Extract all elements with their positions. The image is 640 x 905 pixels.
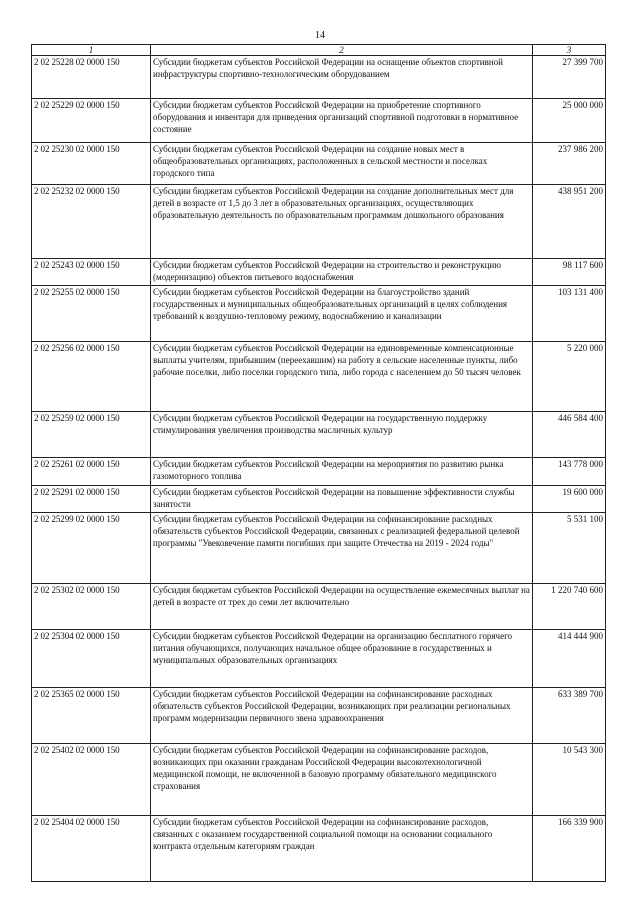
budget-code: 2 02 25228 02 0000 150 bbox=[32, 56, 151, 99]
table-row bbox=[32, 259, 606, 286]
budget-code: 2 02 25255 02 0000 150 bbox=[32, 286, 151, 342]
column-number-row bbox=[32, 45, 606, 56]
table-row bbox=[32, 185, 606, 259]
column-header-amount: 3 bbox=[533, 45, 606, 56]
amount: 25 000 000 bbox=[533, 99, 606, 143]
revenue-name: Субсидии бюджетам субъектов Российской Федерации на государственную поддержку стимулирования увеличения производства масличных культур bbox=[151, 412, 533, 458]
budget-code: 2 02 25365 02 0000 150 bbox=[32, 688, 151, 744]
budget-code: 2 02 25291 02 0000 150 bbox=[32, 486, 151, 513]
revenue-name: Субсидии бюджетам субъектов Российской Федерации на софинансирование расходных обязательств субъектов Российской Федерации, связанных с реализацией федеральной целевой программы "Увековечение памяти погибших при защите Отечества на 2019 - 2024 годы" bbox=[151, 513, 533, 584]
budget-code: 2 02 25259 02 0000 150 bbox=[32, 412, 151, 458]
budget-code: 2 02 25304 02 0000 150 bbox=[32, 630, 151, 688]
revenue-name: Субсидии бюджетам субъектов Российской Федерации на создание новых мест в общеобразовательных организациях, расположенных в сельской местности и поселках городского типа bbox=[151, 143, 533, 185]
amount: 438 951 200 bbox=[533, 185, 606, 259]
revenue-name: Субсидии бюджетам субъектов Российской Федерации на софинансирование расходов, связанных с оказанием государственной социальной помощи на основании социального контракта отдельным категориям граждан bbox=[151, 816, 533, 882]
amount: 633 389 700 bbox=[533, 688, 606, 744]
column-header-name: 2 bbox=[151, 45, 533, 56]
table-row bbox=[32, 513, 606, 584]
table-row bbox=[32, 584, 606, 630]
budget-code: 2 02 25256 02 0000 150 bbox=[32, 342, 151, 412]
table-row bbox=[32, 56, 606, 99]
amount: 103 131 400 bbox=[533, 286, 606, 342]
column-header-code: 1 bbox=[32, 45, 151, 56]
amount: 19 600 000 bbox=[533, 486, 606, 513]
table-row bbox=[32, 412, 606, 458]
amount: 414 444 900 bbox=[533, 630, 606, 688]
revenue-name: Субсидии бюджетам субъектов Российской Федерации на мероприятия по развитию рынка газомоторного топлива bbox=[151, 458, 533, 486]
budget-code: 2 02 25261 02 0000 150 bbox=[32, 458, 151, 486]
revenue-name: Субсидии бюджетам субъектов Российской Федерации на строительство и реконструкцию (модернизацию) объектов питьевого водоснабжения bbox=[151, 259, 533, 286]
amount: 446 584 400 bbox=[533, 412, 606, 458]
page-number: 14 bbox=[315, 30, 325, 41]
amount: 1 220 740 600 bbox=[533, 584, 606, 630]
revenue-name: Субсидии бюджетам субъектов Российской Федерации на благоустройство зданий государственных и муниципальных общеобразовательных организаций в целях соблюдения требований к воздушно-тепловому режиму, водоснабжению и канализации bbox=[151, 286, 533, 342]
revenue-name: Субсидии бюджетам субъектов Российской Федерации на софинансирование расходных обязательств субъектов Российской Федерации, возникающих при реализации региональных программ модернизации первичного звена здравоохранения bbox=[151, 688, 533, 744]
amount: 10 543 300 bbox=[533, 744, 606, 816]
revenue-name: Субсидии бюджетам субъектов Российской Федерации на единовременные компенсационные выплаты учителям, прибывшим (переехавшим) на работу в сельские населенные пункты, либо рабочие поселки, либо поселки городского типа, либо города с населением до 50 тысяч человек bbox=[151, 342, 533, 412]
budget-table bbox=[31, 44, 606, 882]
revenue-name: Субсидии бюджетам субъектов Российской Федерации на оснащение объектов спортивной инфраструктуры спортивно-технологическим оборудованием bbox=[151, 56, 533, 99]
budget-code: 2 02 25229 02 0000 150 bbox=[32, 99, 151, 143]
amount: 27 399 700 bbox=[533, 56, 606, 99]
table-row bbox=[32, 286, 606, 342]
revenue-name: Субсидии бюджетам субъектов Российской Федерации на организацию бесплатного горячего питания обучающихся, получающих начальное общее образование в государственных и муниципальных образовательных организациях bbox=[151, 630, 533, 688]
budget-code: 2 02 25232 02 0000 150 bbox=[32, 185, 151, 259]
table-row bbox=[32, 143, 606, 185]
table-row bbox=[32, 99, 606, 143]
budget-code: 2 02 25404 02 0000 150 bbox=[32, 816, 151, 882]
revenue-name: Субсидии бюджетам субъектов Российской Федерации на повышение эффективности службы занятости bbox=[151, 486, 533, 513]
amount: 143 778 000 bbox=[533, 458, 606, 486]
budget-code: 2 02 25302 02 0000 150 bbox=[32, 584, 151, 630]
amount: 5 531 100 bbox=[533, 513, 606, 584]
revenue-name: Субсидия бюджетам субъектов Российской Федерации на осуществление ежемесячных выплат на детей в возрасте от трех до семи лет включительно bbox=[151, 584, 533, 630]
table-row bbox=[32, 342, 606, 412]
amount: 98 117 600 bbox=[533, 259, 606, 286]
budget-code: 2 02 25230 02 0000 150 bbox=[32, 143, 151, 185]
table-row bbox=[32, 458, 606, 486]
budget-code: 2 02 25402 02 0000 150 bbox=[32, 744, 151, 816]
revenue-name: Субсидии бюджетам субъектов Российской Федерации на создание дополнительных мест для детей в возрасте от 1,5 до 3 лет в образовательных организациях, осуществляющих образовательную деятельность по образовательным программам дошкольного образования bbox=[151, 185, 533, 259]
amount: 166 339 900 bbox=[533, 816, 606, 882]
revenue-name: Субсидии бюджетам субъектов Российской Федерации на софинансирование расходов, возникающих при оказании гражданам Российской Федерации высокотехнологичной медицинской помощи, не включенной в базовую программу обязательного медицинского страхования bbox=[151, 744, 533, 816]
amount: 5 220 000 bbox=[533, 342, 606, 412]
amount: 237 986 200 bbox=[533, 143, 606, 185]
revenue-name: Субсидии бюджетам субъектов Российской Федерации на приобретение спортивного оборудования и инвентаря для приведения организаций спортивной подготовки в нормативное состояние bbox=[151, 99, 533, 143]
table-row bbox=[32, 744, 606, 816]
table-row bbox=[32, 486, 606, 513]
table-row bbox=[32, 816, 606, 882]
budget-code: 2 02 25243 02 0000 150 bbox=[32, 259, 151, 286]
table-row bbox=[32, 688, 606, 744]
budget-code: 2 02 25299 02 0000 150 bbox=[32, 513, 151, 584]
table-row bbox=[32, 630, 606, 688]
